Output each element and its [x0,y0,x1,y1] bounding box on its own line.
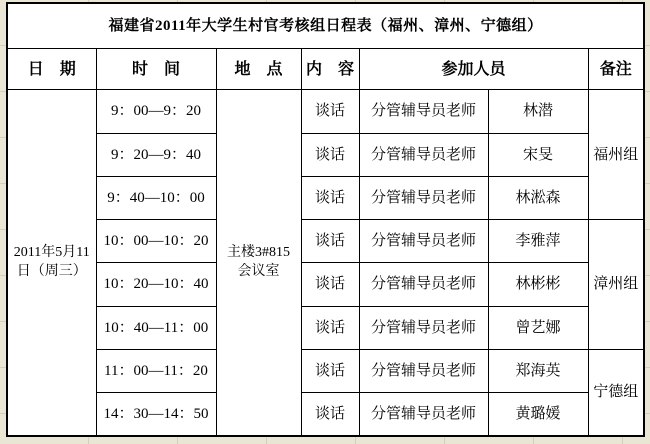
content-cell: 谈话 [301,263,359,306]
time-cell: 9：40—10：00 [96,176,216,219]
column-header-notes: 备注 [588,49,644,90]
column-header-location: 地 点 [216,49,301,90]
title-row [7,3,644,49]
table-row [7,90,644,133]
table-row [7,176,644,219]
table-row [7,263,644,306]
table-row [7,220,644,263]
column-header-time: 时 间 [96,49,216,90]
content-cell: 谈话 [301,133,359,176]
time-cell: 10：20—10：40 [96,263,216,306]
content-cell: 谈话 [301,176,359,219]
participant-role-cell: 分管辅导员老师 [359,349,488,392]
column-header-content: 内 容 [301,49,359,90]
column-header-date: 日 期 [7,49,96,90]
date-text: 2011年5月11日（周三） [13,244,90,279]
participant-role-cell: 分管辅导员老师 [359,393,488,436]
time-cell: 10：40—11：00 [96,306,216,349]
table-title: 福建省2011年大学生村官考核组日程表（福州、漳州、宁德组） [7,3,644,49]
time-cell: 14：30—14：50 [96,393,216,436]
content-cell: 谈话 [301,349,359,392]
time-cell: 10：00—10：20 [96,220,216,263]
group-cell-ningde: 宁德组 [588,349,644,436]
participant-role-cell: 分管辅导员老师 [359,90,488,133]
location-cell [216,90,301,436]
content-cell: 谈话 [301,90,359,133]
participant-name-cell: 曾艺娜 [488,306,588,349]
table-row [7,349,644,392]
column-header-participants: 参加人员 [359,49,588,90]
content-cell: 谈话 [301,306,359,349]
participant-role-cell: 分管辅导员老师 [359,306,488,349]
participant-role-cell: 分管辅导员老师 [359,133,488,176]
content-cell: 谈话 [301,393,359,436]
participant-role-cell: 分管辅导员老师 [359,176,488,219]
group-cell-zhangzhou: 漳州组 [588,220,644,350]
table-row [7,393,644,436]
location-text: 主楼3#815会议室 [227,244,290,279]
participant-name-cell: 林淞森 [488,176,588,219]
table-row [7,306,644,349]
date-cell [7,90,96,436]
time-cell: 9：20—9：40 [96,133,216,176]
participant-name-cell: 宋旻 [488,133,588,176]
group-cell-fuzhou: 福州组 [588,90,644,220]
time-cell: 9：00—9：20 [96,90,216,133]
participant-role-cell: 分管辅导员老师 [359,263,488,306]
participant-name-cell: 黄璐媛 [488,393,588,436]
participant-role-cell: 分管辅导员老师 [359,220,488,263]
participant-name-cell: 林潜 [488,90,588,133]
participant-name-cell: 林彬彬 [488,263,588,306]
schedule-table [6,2,645,437]
table-row [7,133,644,176]
time-cell: 11：00—11：20 [96,349,216,392]
participant-name-cell: 李雅萍 [488,220,588,263]
participant-name-cell: 郑海英 [488,349,588,392]
content-cell: 谈话 [301,220,359,263]
header-row [7,49,644,90]
